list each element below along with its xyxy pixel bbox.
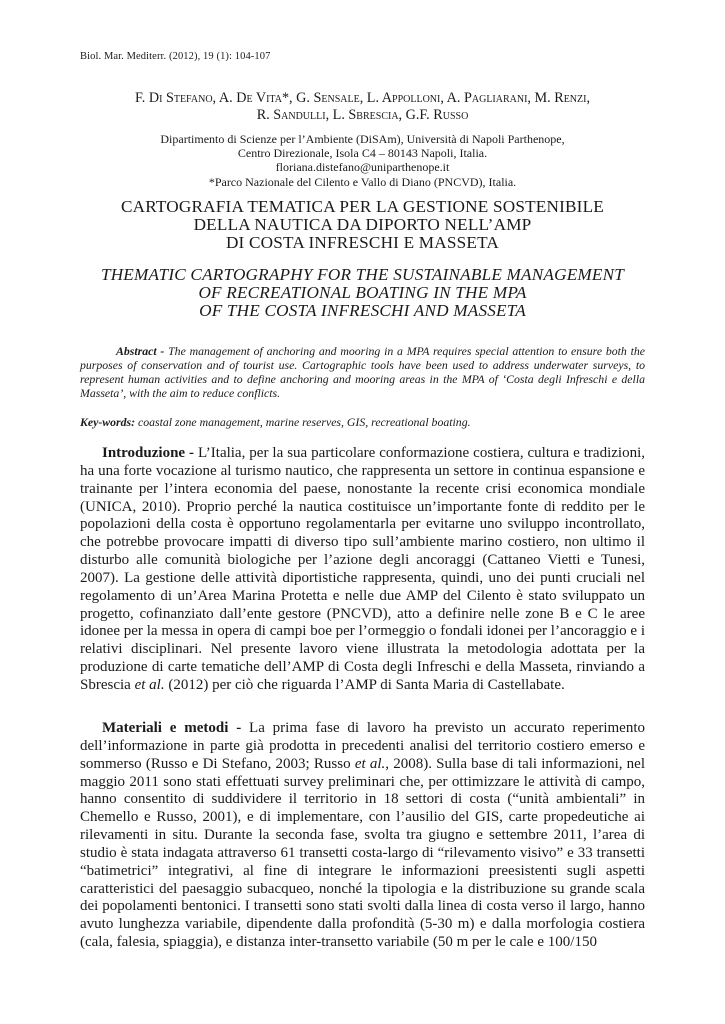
introduction-text-b: (2012) per ciò che riguarda l’AMP di Santa Maria di Castellabate. xyxy=(168,676,565,693)
title-en-line-2: OF RECREATIONAL BOATING IN THE MPA xyxy=(198,283,527,303)
journal-citation: Biol. Mar. Mediterr. (2012), 19 (1): 104-107 xyxy=(80,51,271,62)
affiliation-line-1: Dipartimento di Scienze per l’Ambiente (DiSAm), Università di Napoli Parthenope, xyxy=(160,132,565,146)
methods-text-b: , 2008). Sulla base di tali informazioni, nel maggio 2011 sono stati effettuati survey preliminari che, per ottimizzare le attività di campo, hanno consentito di suddividere il territorio in 18 settori di costa (“unità ambientali” in Chemello e Russo, 2001), e di implementare, con l’ausilio del GIS, carte propedeutiche ai rilevamenti in situ. Durante la seconda fase, svolta tra giugno e settembre 2011, l’area di studio è stata indagata attraverso 61 transetti costa-largo di “rilevamento visivo” e 33 transetti “batimetrici” integrativi, al fine di integrare le informazioni preesistenti sugli aspetti caratteristici del paesaggio subacqueo, nonché la tipologia e la distribuzione su grande scala dei popolamenti bentonici. I transetti sono stati svolti dalla linea di costa verso il largo, hanno avuto lunghezza variabile, dipendente dalla profondità (5-30 m) e dalla morfologia costiera (cala, falesia, spiaggia), e distanza inter-transetto variabile (50 m per le cale e 100/150 xyxy=(80,755,646,951)
authors-line-2: R. Sandulli, L. Sbrescia, G.F. Russo xyxy=(256,107,469,123)
affiliation-line-4: *Parco Nazionale del Cilento e Vallo di Diano (PNCVD), Italia. xyxy=(208,174,517,189)
methods-text-a: La prima fase di lavoro ha previsto un accurato reperimento dell’informazione in parte già prodotta in precedenti analisi del territorio costiero emerso e sommerso (Russo e Di Stefano, 2003; Russo xyxy=(80,720,646,772)
introduction-text-a: L’Italia, per la sua particolare conformazione costiera, cultura e tradizioni, ha una forte vocazione al turismo nautico, che rappresenta un settore in continua espansione e trainante per l’intera economia del paese, nonostante la recente crisi economica mondiale (UNICA, 2010). Proprio perché la nautica costituisce un’importante fonte di reddito per le popolazioni della costa è opportuno regolamentarla per evitarne uno sviluppo incontrollato, che potrebbe provocare impatti di diverso tipo sull’ambiente marino costiero, non ultimo il disturbo alle comunità biologiche per l’azione degli ancoraggi (Cattaneo Vietti e Tunesi, 2007). La gestione delle attività diportistiche rappresenta, quindi, uno dei punti cruciali nel regolamento di un’Area Marina Protetta e nelle due AMP del Cilento è stato sviluppato un progetto, cofinanziato dall’ente gestore (PNCVD), atto a definire nelle zone B e C le aree idonee per la messa in opera di campi boe per l’ormeggio o fondali idonei per l’ancoraggio e i relativi disciplinari. Nel presente lavoro viene illustrata la metodologia adottata per la produzione di carte tematiche dell’AMP di Costa degli Infreschi e della Masseta, rinviando a Sbrescia xyxy=(80,445,645,693)
title-italian xyxy=(80,198,645,253)
title-en-line-3: OF THE COSTA INFRESCHI AND MASSETA xyxy=(199,301,526,321)
keywords-text: coastal zone management, marine reserves, GIS, recreational boating. xyxy=(138,415,471,429)
affiliations xyxy=(80,132,645,189)
introduction-heading: Introduzione - xyxy=(102,445,195,461)
introduction-et-al: et al. xyxy=(134,676,165,693)
abstract-label: Abstract - xyxy=(116,344,165,358)
title-it-line-2: DELLA NAUTICA DA DIPORTO NELL’AMP xyxy=(193,215,532,235)
abstract xyxy=(80,344,645,400)
title-it-line-3: DI COSTA INFRESCHI E MASSETA xyxy=(225,233,500,253)
introduction-paragraph xyxy=(80,445,645,695)
authors-line-1: F. Di Stefano, A. De Vita*, G. Sensale, L. Appolloni, A. Pagliarani, M. Renzi, xyxy=(134,90,591,106)
author-list xyxy=(80,90,645,124)
methods-heading: Materiali e metodi - xyxy=(102,720,242,736)
abstract-text: The management of anchoring and mooring in a MPA requires special attention to ensure both the purposes of conservation and of tourist use. Cartographic tools have been used to address underwater surveys, to represent human activities and to define anchoring and mooring areas in the MPA of ‘Costa degli Infreschi e della Masseta’, with the aim to reduce conflicts. xyxy=(80,344,645,400)
methods-paragraph xyxy=(80,720,645,952)
title-en-line-1: THEMATIC CARTOGRAPHY FOR THE SUSTAINABLE MANAGEMENT xyxy=(100,265,625,284)
title-it-line-1: CARTOGRAFIA TEMATICA PER LA GESTIONE SOSTENIBILE xyxy=(121,197,604,216)
author-email: floriana.distefano@uniparthenope.it xyxy=(275,160,450,175)
keywords-label: Key-words: xyxy=(80,415,136,429)
keywords xyxy=(80,415,645,429)
title-english xyxy=(80,266,645,321)
methods-et-al: et al. xyxy=(354,755,386,772)
affiliation-line-2: Centro Direzionale, Isola C4 – 80143 Napoli, Italia. xyxy=(237,146,488,161)
